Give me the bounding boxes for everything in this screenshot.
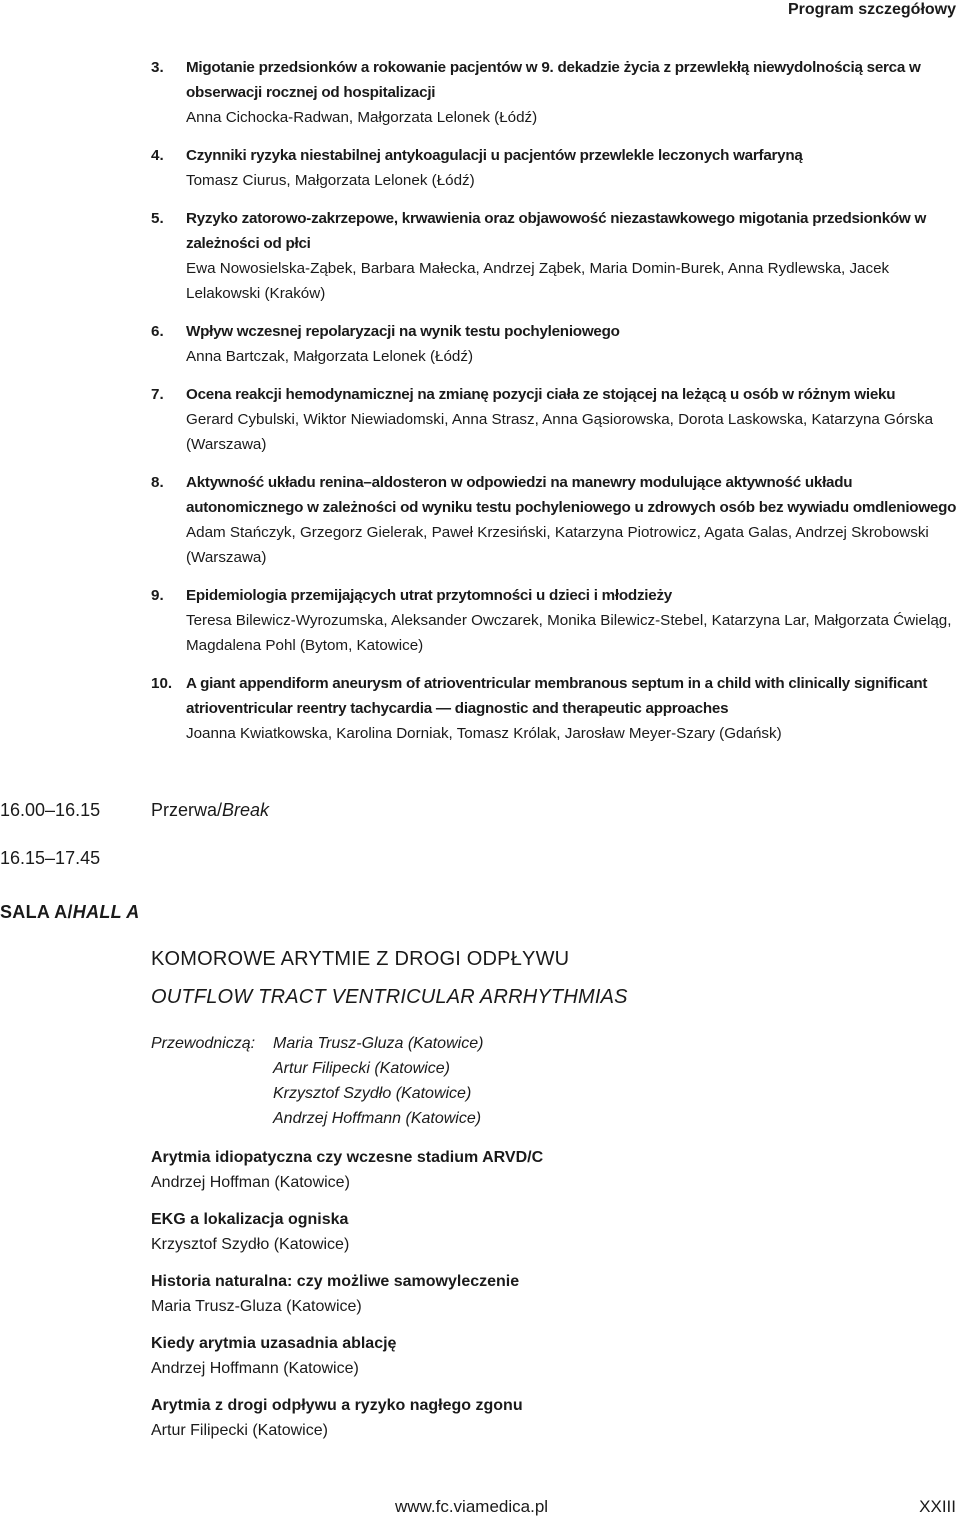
- session-chairs: [151, 1031, 951, 1131]
- paper-authors: Anna Cichocka-Radwan, Małgorzata Lelonek (Łódź): [186, 109, 538, 126]
- paper-number: 6.: [151, 323, 164, 340]
- chairs-names: [273, 1031, 951, 1131]
- talk-title: Historia naturalna: czy możliwe samowyleczenie: [151, 1273, 520, 1290]
- chair-name: Maria Trusz-Gluza (Katowice): [273, 1035, 484, 1052]
- paper-item: [151, 671, 959, 746]
- chair-name: Artur Filipecki (Katowice): [273, 1060, 450, 1077]
- running-header: Program szczegółowy: [787, 1, 956, 18]
- paper-number: 10.: [151, 675, 173, 692]
- talk-title: Arytmia z drogi odpływu a ryzyko nagłego zgonu: [151, 1397, 523, 1414]
- paper-item: [151, 319, 959, 369]
- break-label-pl: Przerwa/: [151, 800, 223, 820]
- talk-title: Arytmia idiopatyczna czy wczesne stadium ARVD/C: [151, 1149, 544, 1166]
- paper-title: Ocena reakcji hemodynamicznej na zmianę pozycji ciała ze stojącej na leżącą u osób w różnym wieku: [186, 386, 896, 403]
- break-label: [151, 798, 269, 822]
- talk-speaker: Andrzej Hoffman (Katowice): [151, 1174, 350, 1191]
- talk-item: [151, 1145, 951, 1195]
- talk-item: [151, 1207, 951, 1257]
- paper-authors: Joanna Kwiatkowska, Karolina Dorniak, Tomasz Królak, Jarosław Meyer-Szary (Gdańsk): [186, 725, 782, 742]
- talk-speaker: Krzysztof Szydło (Katowice): [151, 1236, 350, 1253]
- talk-title: Kiedy arytmia uzasadnia ablację: [151, 1335, 397, 1352]
- paper-title: Epidemiologia przemijających utrat przytomności u dzieci i młodzieży: [186, 587, 672, 604]
- session-title-pl: KOMOROWE ARYTMIE Z DROGI ODPŁYWU: [151, 948, 570, 970]
- paper-authors: Anna Bartczak, Małgorzata Lelonek (Łódź): [186, 348, 474, 365]
- chair-name: Krzysztof Szydło (Katowice): [273, 1085, 472, 1102]
- session-title-en: OUTFLOW TRACT VENTRICULAR ARRHYTHMIAS: [151, 986, 628, 1008]
- paper-item: [151, 583, 959, 658]
- talk-item: [151, 1393, 951, 1443]
- talk-item: [151, 1269, 951, 1319]
- paper-number: 3.: [151, 59, 164, 76]
- paper-title: Migotanie przedsionków a rokowanie pacjentów w 9. dekadzie życia z przewlekłą niewydolnością serca w obserwacji rocznej od hospitalizacji: [186, 59, 921, 101]
- paper-item: [151, 382, 959, 457]
- paper-item: [151, 206, 959, 306]
- session-time: 16.15–17.45: [0, 848, 101, 868]
- paper-item: [151, 55, 959, 130]
- paper-title: Aktywność układu renina–aldosteron w odpowiedzi na manewry modulujące aktywność układu autonomicznego w zależności od wyniku testu pochyleniowego u zdrowych osób bez wywiadu omdleniowego: [186, 474, 957, 516]
- talk-speaker: Andrzej Hoffmann (Katowice): [151, 1360, 359, 1377]
- paper-authors: Gerard Cybulski, Wiktor Niewiadomski, Anna Strasz, Anna Gąsiorowska, Dorota Laskowska, Katarzyna Górska (Warszawa): [186, 411, 934, 453]
- paper-number: 9.: [151, 587, 164, 604]
- paper-authors: Ewa Nowosielska-Ząbek, Barbara Małecka, Andrzej Ząbek, Maria Domin-Burek, Anna Rydlewska, Jacek Lelakowski (Kraków): [186, 260, 890, 302]
- paper-authors: Tomasz Ciurus, Małgorzata Lelonek (Łódź): [186, 172, 475, 189]
- talk-item: [151, 1331, 951, 1381]
- hall-pl: SALA A/: [0, 902, 73, 922]
- paper-item: [151, 470, 959, 570]
- paper-number: 4.: [151, 147, 164, 164]
- footer-url: www.fc.viamedica.pl: [395, 1497, 549, 1516]
- paper-number: 5.: [151, 210, 164, 227]
- paper-item: [151, 143, 959, 193]
- chairs-label: Przewodniczą:: [151, 1035, 256, 1052]
- paper-number: 8.: [151, 474, 164, 491]
- papers-list: [151, 55, 959, 759]
- paper-title: Czynniki ryzyka niestabilnej antykoagulacji u pacjentów przewlekle leczonych warfaryną: [186, 147, 803, 164]
- session-hall: [0, 900, 140, 924]
- talk-title: EKG a lokalizacja ogniska: [151, 1211, 349, 1228]
- paper-authors: Teresa Bilewicz-Wyrozumska, Aleksander Owczarek, Monika Bilewicz-Stebel, Katarzyna Lar, Małgorzata Ćwieląg, Magdalena Pohl (Bytom, Katowice): [186, 612, 952, 654]
- break-label-en: Break: [222, 800, 270, 820]
- chair-name: Andrzej Hoffmann (Katowice): [273, 1110, 482, 1127]
- paper-title: Ryzyko zatorowo-zakrzepowe, krwawienia oraz objawowość niezastawkowego migotania przedsionków w zależności od płci: [186, 210, 927, 252]
- session-talks: [151, 1145, 951, 1443]
- paper-title: Wpływ wczesnej repolaryzacji na wynik testu pochyleniowego: [186, 323, 620, 340]
- paper-authors: Adam Stańczyk, Grzegorz Gielerak, Paweł Krzesiński, Katarzyna Piotrowicz, Agata Galas, Andrzej Skrobowski (Warszawa): [186, 524, 929, 566]
- hall-en: HALL A: [72, 902, 140, 922]
- session-block: [151, 945, 951, 1455]
- paper-number: 7.: [151, 386, 164, 403]
- break-time: 16.00–16.15: [0, 800, 101, 820]
- paper-title: A giant appendiform aneurysm of atrioventricular membranous septum in a child with clinically significant atrioventricular reentry tachycardia — diagnostic and therapeutic approaches: [186, 675, 928, 717]
- page-number: XXIII: [919, 1497, 956, 1516]
- talk-speaker: Maria Trusz-Gluza (Katowice): [151, 1298, 362, 1315]
- talk-speaker: Artur Filipecki (Katowice): [151, 1422, 328, 1439]
